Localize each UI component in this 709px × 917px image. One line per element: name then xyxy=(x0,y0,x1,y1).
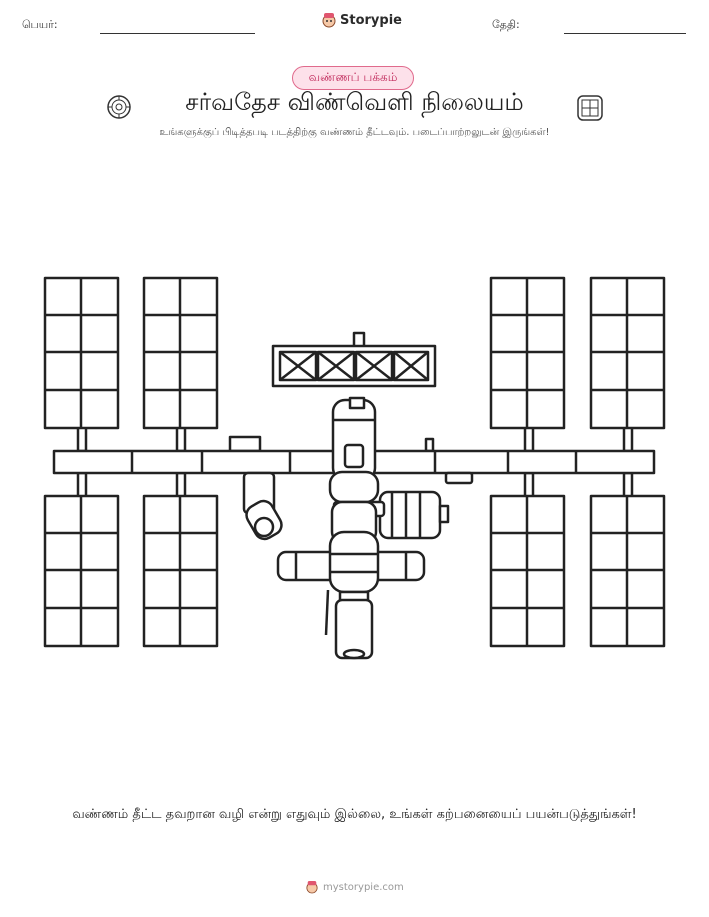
brand xyxy=(322,12,402,28)
solar-panel-upper-1 xyxy=(45,278,118,428)
date-line xyxy=(564,33,686,34)
radiator-panel xyxy=(273,333,435,386)
robotic-arm xyxy=(243,473,285,543)
space-station-drawing xyxy=(40,270,670,670)
truss-antenna xyxy=(426,439,433,451)
name-line xyxy=(100,33,255,34)
footer xyxy=(306,880,404,894)
solar-panel-upper-3 xyxy=(491,278,564,428)
page-title: சர்வதேச விண்வெளி நிலையம் xyxy=(185,88,524,116)
page-subtitle: உங்களுக்குப் பிடித்தபடி படத்திற்கு வண்ணம் தீட்டவும். படைப்பாற்றலுடன் இருங்கள்! xyxy=(159,127,550,138)
central-module xyxy=(326,400,378,658)
name-label: பெயர்: xyxy=(22,18,58,31)
solar-panel-upper-4 xyxy=(591,278,664,428)
encouragement-text: வண்ணம் தீட்ட தவறான வழி என்று எதுவும் இல்லை, உங்கள் கற்பனையைப் பயன்படுத்துங்கள்! xyxy=(72,807,637,822)
storypie-logo-icon xyxy=(322,12,336,28)
coloring-page-badge: வண்ணப் பக்கம் xyxy=(292,66,414,90)
solar-panel-upper-2 xyxy=(144,278,217,428)
truss-module xyxy=(446,473,472,483)
solar-panel-lower-4 xyxy=(591,496,664,646)
storypie-logo-icon xyxy=(306,880,318,894)
docking-port xyxy=(350,398,364,408)
solar-panel-lower-1 xyxy=(45,496,118,646)
truss-box xyxy=(230,437,260,451)
footer-url[interactable]: mystorypie.com xyxy=(323,881,404,893)
solar-panel-lower-2 xyxy=(144,496,217,646)
solar-panel-lower-3 xyxy=(491,496,564,646)
brand-name: Storypie xyxy=(340,12,402,28)
date-label: தேதி: xyxy=(492,18,520,31)
solar-panel-icon xyxy=(576,94,604,122)
side-module xyxy=(380,492,448,538)
